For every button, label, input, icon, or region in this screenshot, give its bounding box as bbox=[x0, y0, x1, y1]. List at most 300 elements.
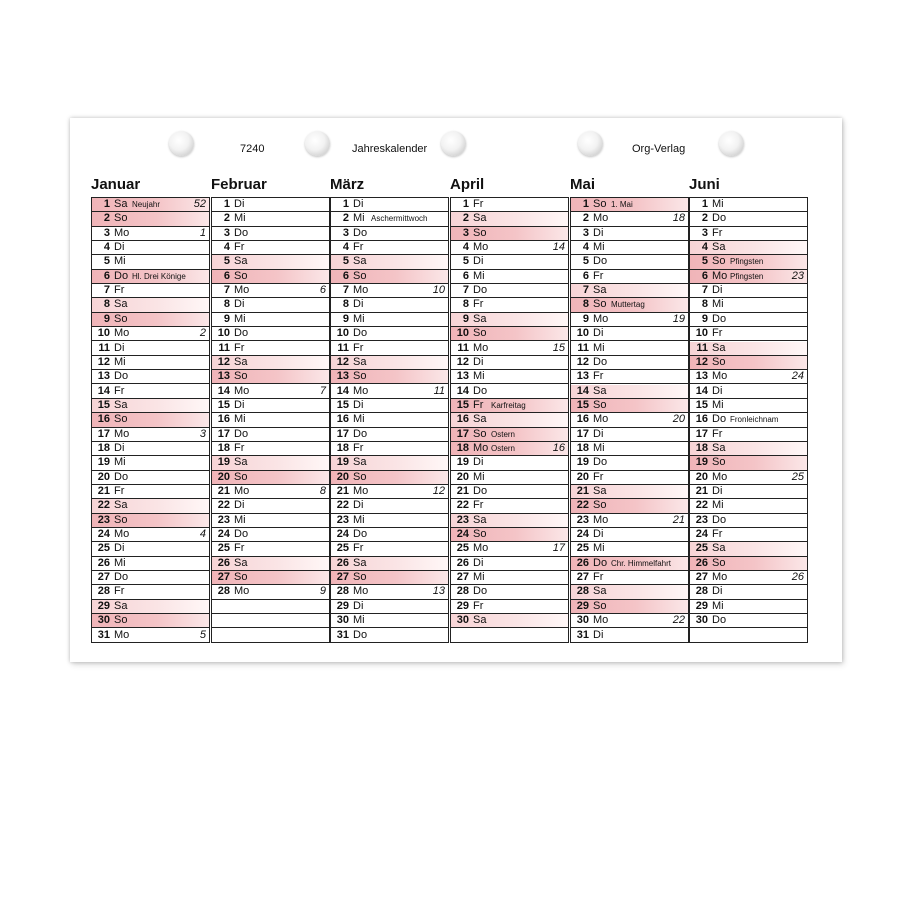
day-number: 19 bbox=[336, 456, 349, 469]
day-row bbox=[690, 327, 807, 341]
day-row bbox=[212, 413, 329, 427]
weekday: Do bbox=[712, 513, 727, 526]
weekday: So bbox=[593, 599, 607, 612]
day-number: 25 bbox=[695, 542, 708, 555]
day-number: 8 bbox=[582, 298, 589, 311]
day-row bbox=[690, 284, 807, 298]
day-row bbox=[690, 255, 807, 269]
weekday: Do bbox=[353, 226, 368, 239]
weekday: So bbox=[353, 571, 367, 584]
day-number: 30 bbox=[456, 614, 469, 627]
week-number: 10 bbox=[432, 284, 445, 297]
weekday: Mo bbox=[234, 585, 250, 598]
weekday: Do bbox=[353, 528, 368, 541]
day-row bbox=[92, 557, 209, 571]
weekday: Do bbox=[234, 528, 249, 541]
calendar-title: Jahreskalender bbox=[352, 143, 428, 155]
day-row bbox=[212, 198, 329, 212]
day-row bbox=[92, 542, 209, 556]
day-number: 10 bbox=[456, 327, 469, 340]
week-number: 14 bbox=[552, 241, 565, 254]
punch-hole-icon bbox=[169, 131, 194, 156]
weekday: Do bbox=[712, 312, 727, 325]
weekday: Di bbox=[593, 528, 604, 541]
weekday: Mo bbox=[593, 413, 609, 426]
day-number: 15 bbox=[695, 398, 708, 411]
weekday: Mi bbox=[353, 513, 365, 526]
day-row bbox=[331, 370, 448, 384]
day-row bbox=[451, 255, 568, 269]
day-number: 19 bbox=[456, 456, 469, 469]
week-number: 25 bbox=[791, 470, 804, 483]
day-row bbox=[571, 528, 688, 542]
day-number: 4 bbox=[582, 241, 589, 254]
weekday: Di bbox=[712, 585, 723, 598]
day-row bbox=[92, 385, 209, 399]
day-row bbox=[212, 298, 329, 312]
day-number: 11 bbox=[337, 341, 349, 354]
day-row bbox=[451, 428, 568, 442]
day-number: 31 bbox=[336, 628, 349, 641]
holiday-label: Neujahr bbox=[132, 200, 161, 209]
weekday: Fr bbox=[712, 226, 723, 239]
day-row bbox=[690, 485, 807, 499]
weekday: Sa bbox=[114, 198, 128, 210]
day-number: 24 bbox=[97, 528, 110, 541]
week-number: 5 bbox=[199, 628, 206, 641]
day-row bbox=[451, 241, 568, 255]
weekday: Mo bbox=[234, 384, 250, 397]
day-number: 8 bbox=[342, 298, 349, 311]
weekday: Mo bbox=[712, 269, 728, 282]
day-row bbox=[451, 327, 568, 341]
day-number: 2 bbox=[223, 212, 230, 225]
day-number: 12 bbox=[695, 355, 708, 368]
weekday: Di bbox=[712, 384, 723, 397]
weekday: Di bbox=[353, 298, 364, 311]
day-number: 28 bbox=[576, 585, 589, 598]
weekday: So bbox=[114, 212, 128, 225]
day-number: 1 bbox=[462, 198, 469, 210]
weekday: Do bbox=[114, 269, 129, 282]
weekday: Mo bbox=[473, 542, 489, 555]
weekday: Sa bbox=[712, 542, 726, 555]
weekday: Di bbox=[593, 628, 604, 641]
weekday: Mo bbox=[593, 212, 609, 225]
month-title: Februar bbox=[211, 176, 267, 193]
day-number: 1 bbox=[223, 198, 230, 210]
day-row bbox=[571, 298, 688, 312]
day-row bbox=[571, 471, 688, 485]
day-number: 15 bbox=[336, 398, 349, 411]
weekday: Fr bbox=[114, 384, 125, 397]
day-number: 24 bbox=[456, 528, 469, 541]
day-number: 13 bbox=[217, 370, 230, 383]
weekday: Mi bbox=[593, 441, 605, 454]
day-row bbox=[451, 514, 568, 528]
weekday: Mi bbox=[234, 513, 246, 526]
day-row bbox=[451, 370, 568, 384]
weekday: Di bbox=[353, 398, 364, 411]
day-number: 29 bbox=[576, 599, 589, 612]
weekday: Di bbox=[473, 456, 484, 469]
day-row bbox=[571, 629, 688, 643]
day-row bbox=[571, 385, 688, 399]
day-number: 2 bbox=[462, 212, 469, 225]
day-row bbox=[212, 600, 329, 614]
day-row bbox=[451, 485, 568, 499]
weekday: Do bbox=[353, 327, 368, 340]
day-row bbox=[571, 241, 688, 255]
day-row bbox=[331, 600, 448, 614]
week-number: 20 bbox=[672, 413, 685, 426]
month-title: Mai bbox=[570, 176, 596, 193]
weekday: Fr bbox=[353, 341, 364, 354]
day-number: 7 bbox=[462, 284, 469, 297]
day-number: 15 bbox=[576, 398, 589, 411]
day-number: 28 bbox=[695, 585, 708, 598]
day-number: 19 bbox=[695, 456, 708, 469]
day-number: 3 bbox=[582, 226, 589, 239]
weekday: Sa bbox=[353, 255, 367, 268]
day-number: 7 bbox=[582, 284, 589, 297]
day-number: 10 bbox=[576, 327, 589, 340]
day-number: 16 bbox=[576, 413, 589, 426]
weekday: Sa bbox=[593, 585, 607, 598]
day-number: 27 bbox=[695, 571, 708, 584]
weekday: Sa bbox=[353, 456, 367, 469]
weekday: Mi bbox=[114, 255, 126, 268]
day-row bbox=[451, 227, 568, 241]
weekday: Do bbox=[593, 255, 608, 268]
day-row bbox=[331, 614, 448, 628]
weekday: Fr bbox=[473, 398, 484, 411]
day-number: 3 bbox=[223, 226, 230, 239]
day-row bbox=[690, 385, 807, 399]
weekday: Sa bbox=[593, 485, 607, 497]
weekday: Do bbox=[473, 485, 488, 497]
day-number: 3 bbox=[462, 226, 469, 239]
week-number: 8 bbox=[319, 485, 326, 497]
day-row bbox=[92, 499, 209, 513]
day-number: 20 bbox=[336, 470, 349, 483]
day-row bbox=[451, 585, 568, 599]
day-number: 9 bbox=[342, 312, 349, 325]
weekday: Fr bbox=[593, 571, 604, 584]
day-row bbox=[212, 557, 329, 571]
holiday-label: 1. Mai bbox=[611, 200, 633, 209]
weekday: Do bbox=[353, 427, 368, 440]
day-row bbox=[690, 499, 807, 513]
day-row bbox=[212, 499, 329, 513]
day-number: 21 bbox=[336, 485, 349, 497]
day-number: 23 bbox=[217, 513, 230, 526]
weekday: So bbox=[593, 198, 607, 210]
weekday: Sa bbox=[473, 614, 487, 627]
day-row bbox=[331, 428, 448, 442]
day-number: 30 bbox=[576, 614, 589, 627]
punch-hole-icon bbox=[305, 131, 330, 156]
day-row bbox=[331, 557, 448, 571]
weekday: Mi bbox=[593, 241, 605, 254]
weekday: Fr bbox=[234, 341, 245, 354]
day-row bbox=[212, 428, 329, 442]
day-number: 21 bbox=[97, 485, 110, 497]
weekday: Fr bbox=[473, 298, 484, 311]
weekday: Sa bbox=[593, 284, 607, 297]
weekday: So bbox=[473, 427, 487, 440]
day-number: 21 bbox=[217, 485, 230, 497]
day-row bbox=[331, 528, 448, 542]
day-number: 6 bbox=[582, 269, 589, 282]
day-row bbox=[92, 370, 209, 384]
weekday: So bbox=[353, 269, 367, 282]
day-row bbox=[212, 327, 329, 341]
weekday: Mi bbox=[234, 312, 246, 325]
day-number: 26 bbox=[695, 556, 708, 569]
day-row bbox=[451, 270, 568, 284]
day-number: 4 bbox=[701, 241, 708, 254]
day-row bbox=[690, 227, 807, 241]
weekday: So bbox=[234, 370, 248, 383]
weekday: Di bbox=[114, 341, 125, 354]
day-number: 2 bbox=[103, 212, 110, 225]
weekday: So bbox=[712, 355, 726, 368]
day-row bbox=[451, 629, 568, 643]
weekday: Mi bbox=[593, 542, 605, 555]
weekday: Sa bbox=[712, 241, 726, 254]
day-row bbox=[451, 471, 568, 485]
weekday: Di bbox=[114, 441, 125, 454]
day-number: 13 bbox=[97, 370, 110, 383]
day-number: 20 bbox=[576, 470, 589, 483]
weekday: Mo bbox=[114, 528, 130, 541]
weekday: Mi bbox=[473, 470, 485, 483]
day-row bbox=[571, 542, 688, 556]
punch-hole-icon bbox=[441, 131, 466, 156]
day-row bbox=[451, 356, 568, 370]
weekday: Do bbox=[114, 370, 129, 383]
day-number: 20 bbox=[217, 470, 230, 483]
day-number: 5 bbox=[582, 255, 589, 268]
day-row bbox=[331, 270, 448, 284]
day-row bbox=[331, 342, 448, 356]
day-row bbox=[690, 413, 807, 427]
weekday: Do bbox=[234, 226, 249, 239]
weekday: Do bbox=[234, 327, 249, 340]
day-number: 5 bbox=[701, 255, 708, 268]
day-row bbox=[331, 456, 448, 470]
holiday-label: Pfingsten bbox=[730, 271, 764, 281]
day-number: 8 bbox=[701, 298, 708, 311]
weekday: Sa bbox=[234, 255, 248, 268]
month-title: Juni bbox=[689, 176, 720, 193]
day-row bbox=[571, 270, 688, 284]
day-row bbox=[212, 270, 329, 284]
day-row bbox=[92, 399, 209, 413]
day-row bbox=[451, 313, 568, 327]
day-number: 4 bbox=[342, 241, 349, 254]
day-row bbox=[331, 413, 448, 427]
weekday: Mi bbox=[353, 212, 365, 225]
day-row bbox=[690, 471, 807, 485]
weekday: Mi bbox=[473, 269, 485, 282]
weekday: Sa bbox=[234, 456, 248, 469]
weekday: So bbox=[712, 556, 726, 569]
weekday: Mo bbox=[712, 571, 728, 584]
day-number: 17 bbox=[336, 427, 349, 440]
day-row bbox=[331, 212, 448, 226]
punch-hole-icon bbox=[719, 131, 744, 156]
day-number: 14 bbox=[217, 384, 230, 397]
day-number: 29 bbox=[97, 599, 110, 612]
weekday: Mi bbox=[353, 312, 365, 325]
day-row bbox=[571, 313, 688, 327]
day-number: 1 bbox=[103, 198, 110, 210]
day-number: 7 bbox=[103, 284, 110, 297]
weekday: Fr bbox=[473, 599, 484, 612]
day-row bbox=[331, 514, 448, 528]
weekday: Fr bbox=[353, 441, 364, 454]
day-row bbox=[92, 456, 209, 470]
day-number: 2 bbox=[701, 212, 708, 225]
day-number: 26 bbox=[576, 556, 589, 569]
day-number: 22 bbox=[576, 499, 589, 512]
day-number: 28 bbox=[336, 585, 349, 598]
day-number: 16 bbox=[217, 413, 230, 426]
day-number: 25 bbox=[576, 542, 589, 555]
day-row bbox=[331, 571, 448, 585]
month-column bbox=[211, 197, 330, 643]
day-row bbox=[92, 284, 209, 298]
day-number: 9 bbox=[582, 312, 589, 325]
weekday: Fr bbox=[473, 499, 484, 512]
week-number: 15 bbox=[552, 341, 565, 354]
weekday: So bbox=[473, 226, 487, 239]
day-row bbox=[571, 571, 688, 585]
weekday: Sa bbox=[114, 298, 128, 311]
day-number: 31 bbox=[97, 628, 110, 641]
day-number: 12 bbox=[576, 355, 589, 368]
day-number: 15 bbox=[456, 398, 469, 411]
day-number: 30 bbox=[336, 614, 349, 627]
weekday: Mi bbox=[234, 212, 246, 225]
weekday: So bbox=[114, 513, 128, 526]
day-row bbox=[92, 485, 209, 499]
day-row bbox=[92, 241, 209, 255]
day-row bbox=[92, 571, 209, 585]
week-number: 6 bbox=[319, 284, 326, 297]
weekday: Sa bbox=[353, 355, 367, 368]
day-row bbox=[690, 428, 807, 442]
day-number: 25 bbox=[97, 542, 110, 555]
weekday: Fr bbox=[353, 542, 364, 555]
weekday: Mo bbox=[353, 384, 369, 397]
day-number: 1 bbox=[701, 198, 708, 210]
day-number: 26 bbox=[336, 556, 349, 569]
day-row bbox=[690, 313, 807, 327]
day-row bbox=[92, 528, 209, 542]
day-row bbox=[571, 198, 688, 212]
weekday: So bbox=[593, 499, 607, 512]
day-number: 19 bbox=[576, 456, 589, 469]
day-number: 6 bbox=[701, 269, 708, 282]
day-row bbox=[571, 485, 688, 499]
day-number: 4 bbox=[103, 241, 110, 254]
day-number: 14 bbox=[336, 384, 349, 397]
day-number: 8 bbox=[103, 298, 110, 311]
day-row bbox=[331, 585, 448, 599]
weekday: Mi bbox=[114, 355, 126, 368]
day-row bbox=[331, 227, 448, 241]
weekday: So bbox=[114, 413, 128, 426]
day-row bbox=[690, 629, 807, 643]
day-row bbox=[92, 413, 209, 427]
day-row bbox=[571, 499, 688, 513]
day-row bbox=[690, 298, 807, 312]
weekday: Sa bbox=[234, 355, 248, 368]
day-number: 14 bbox=[695, 384, 708, 397]
day-number: 11 bbox=[218, 341, 230, 354]
week-number: 19 bbox=[672, 312, 685, 325]
day-row bbox=[212, 370, 329, 384]
day-number: 28 bbox=[456, 585, 469, 598]
day-row bbox=[331, 241, 448, 255]
day-row bbox=[212, 356, 329, 370]
day-number: 13 bbox=[336, 370, 349, 383]
day-number: 22 bbox=[97, 499, 110, 512]
day-number: 13 bbox=[456, 370, 469, 383]
day-number: 6 bbox=[462, 269, 469, 282]
weekday: Mo bbox=[473, 341, 489, 354]
weekday: Mo bbox=[712, 370, 728, 383]
month-title: April bbox=[450, 176, 485, 193]
day-row bbox=[451, 399, 568, 413]
day-number: 26 bbox=[217, 556, 230, 569]
weekday: Sa bbox=[473, 312, 487, 325]
weekday: Mo bbox=[114, 628, 130, 641]
weekday: Mo bbox=[353, 585, 369, 598]
week-number: 17 bbox=[552, 542, 565, 555]
day-number: 7 bbox=[223, 284, 230, 297]
punch-hole-icon bbox=[578, 131, 603, 156]
day-number: 24 bbox=[217, 528, 230, 541]
weekday: Do bbox=[712, 413, 727, 426]
day-number: 17 bbox=[456, 427, 469, 440]
weekday: Sa bbox=[473, 413, 487, 426]
week-number: 7 bbox=[319, 384, 326, 397]
weekday: Fr bbox=[234, 441, 245, 454]
day-number: 17 bbox=[576, 427, 589, 440]
weekday: So bbox=[593, 398, 607, 411]
day-row bbox=[212, 313, 329, 327]
weekday: Sa bbox=[114, 398, 128, 411]
weekday: Mi bbox=[353, 614, 365, 627]
day-row bbox=[212, 585, 329, 599]
weekday: So bbox=[712, 255, 726, 268]
day-row bbox=[331, 255, 448, 269]
day-row bbox=[212, 227, 329, 241]
week-number: 22 bbox=[672, 614, 685, 627]
day-row bbox=[212, 385, 329, 399]
day-row bbox=[451, 212, 568, 226]
day-row bbox=[212, 399, 329, 413]
day-number: 23 bbox=[97, 513, 110, 526]
day-number: 2 bbox=[342, 212, 349, 225]
day-row bbox=[571, 442, 688, 456]
day-number: 6 bbox=[342, 269, 349, 282]
day-number: 23 bbox=[456, 513, 469, 526]
